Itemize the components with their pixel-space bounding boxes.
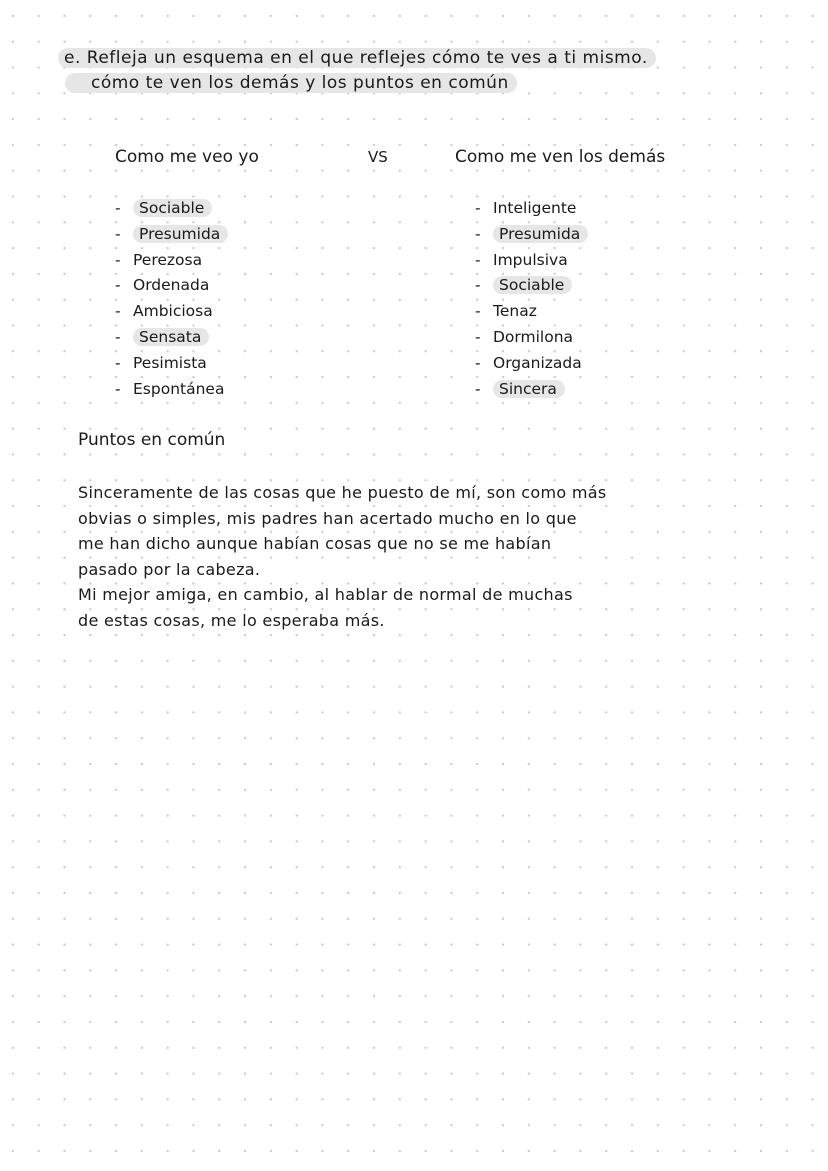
trait-item <box>475 223 588 245</box>
trait-label: Inteligente <box>493 199 577 217</box>
trait-item <box>475 378 565 400</box>
trait-label: Espontánea <box>133 379 225 398</box>
trait-item <box>475 300 537 322</box>
trait-label: Presumida <box>133 225 228 243</box>
paragraph-line: de estas cosas, me lo esperaba más. <box>78 610 385 630</box>
trait-label: Dormilona <box>493 328 574 346</box>
dash-bullet: - <box>115 276 121 295</box>
trait-item <box>115 197 212 219</box>
trait-item <box>475 274 572 296</box>
trait-item <box>115 326 209 348</box>
trait-label: Organizada <box>493 353 582 372</box>
trait-label: Sincera <box>493 380 565 398</box>
dash-bullet: - <box>115 199 121 217</box>
paragraph-line: Sinceramente de las cosas que he puesto de mí, son como más <box>78 483 607 502</box>
prompt-line-2 <box>65 72 517 94</box>
dash-bullet: - <box>115 302 121 321</box>
trait-label: Impulsiva <box>493 250 568 269</box>
paragraph-line: me han dicho aunque habían cosas que no se me habían <box>78 534 552 554</box>
trait-item <box>115 378 224 400</box>
paragraph-line: Mi mejor amiga, en cambio, al hablar de normal de muchas <box>78 585 573 605</box>
header-self-view: Como me veo yo <box>115 147 259 167</box>
header-others-view: Como me ven los demás <box>455 147 666 167</box>
dash-bullet: - <box>475 199 481 217</box>
trait-item <box>115 274 209 296</box>
trait-label: Sociable <box>133 199 212 217</box>
trait-item <box>475 326 573 348</box>
trait-label: Tenaz <box>493 302 537 321</box>
dash-bullet: - <box>475 224 481 243</box>
dash-bullet: - <box>115 328 121 346</box>
common-heading: Puntos en común <box>78 430 226 450</box>
dash-bullet: - <box>115 353 121 372</box>
dash-bullet: - <box>115 250 121 269</box>
dash-bullet: - <box>475 353 481 372</box>
trait-item <box>115 223 228 245</box>
trait-item <box>475 197 576 219</box>
dash-bullet: - <box>475 379 481 398</box>
trait-label: Ambiciosa <box>133 302 213 321</box>
trait-label: Ordenada <box>133 276 210 295</box>
dash-bullet: - <box>115 379 121 398</box>
paragraph-line: pasado por la cabeza. <box>78 559 261 579</box>
dash-bullet: - <box>475 276 481 295</box>
prompt-text-1: e. Refleja un esquema en el que reflejes cómo te ves a ti mismo. <box>58 48 656 68</box>
dash-bullet: - <box>475 328 481 346</box>
trait-item <box>475 352 582 374</box>
trait-item <box>115 352 207 374</box>
trait-item <box>475 249 568 271</box>
prompt-line-1 <box>58 47 656 69</box>
trait-item <box>115 249 202 271</box>
dash-bullet: - <box>475 250 481 269</box>
header-vs: VS <box>368 148 388 166</box>
trait-label: Sociable <box>493 276 572 294</box>
common-paragraph <box>78 480 606 634</box>
paragraph-line: obvias o simples, mis padres han acertado mucho en lo que <box>78 508 577 528</box>
trait-label: Pesimista <box>133 353 207 372</box>
trait-label: Sensata <box>133 328 209 346</box>
trait-label: Presumida <box>493 225 588 243</box>
prompt-text-2: cómo te ven los demás y los puntos en común <box>65 73 517 93</box>
trait-label: Perezosa <box>133 250 203 269</box>
trait-item <box>115 300 213 322</box>
dash-bullet: - <box>475 302 481 321</box>
dash-bullet: - <box>115 224 121 243</box>
